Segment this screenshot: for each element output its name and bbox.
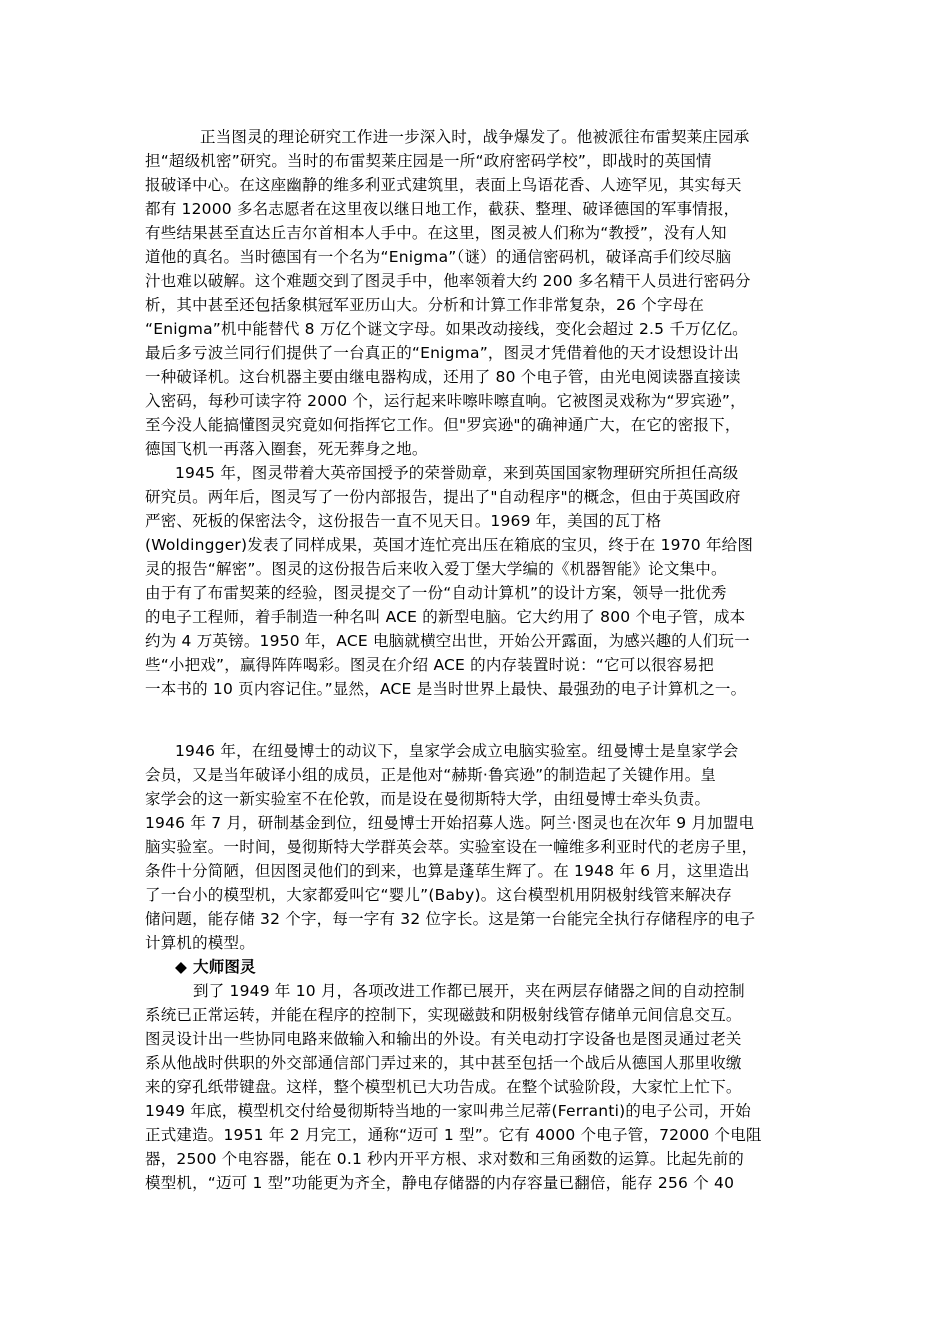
text-line: 计算机的模型。 xyxy=(145,934,255,952)
text-line: 一本书的 10 页内容记住。”显然，ACE 是当时世界上最快、最强劲的电子计算机之一。 xyxy=(145,680,747,698)
text-line: 些“小把戏”，赢得阵阵喝彩。图灵在介绍 ACE 的内存装置时说：“它可以很容易把 xyxy=(145,656,714,674)
text-line: 了一台小的模型机，大家都爱叫它“婴儿”(Baby)。这台模型机用阴极射线管来解决存 xyxy=(145,886,733,904)
text-line: 1945 年，图灵带着大英帝国授予的荣誉勋章，来到英国国家物理研究所担任高级 xyxy=(175,464,739,482)
text-line: 1946 年 7 月，研制基金到位，纽曼博士开始招募人选。阿兰·图灵也在次年 9 月加盟电 xyxy=(145,814,755,832)
text-line: 报破译中心。在这座幽静的维多利亚式建筑里，表面上鸟语花香、人迹罕见，其实每天 xyxy=(145,176,742,194)
text-line: 德国飞机一再落入圈套，死无葬身之地。 xyxy=(145,440,428,458)
text-line: 正当图灵的理论研究工作进一步深入时，战争爆发了。他被派往布雷契莱庄园承 xyxy=(200,128,750,146)
text-line: 汁也难以破解。这个难题交到了图灵手中，他率领着大约 200 多名精干人员进行密码分 xyxy=(145,272,751,290)
text-line: 脑实验室。一时间，曼彻斯特大学群英会萃。实验室设在一幢维多利亚时代的老房子里， xyxy=(145,838,758,856)
section-heading xyxy=(175,955,256,979)
text-line: 担“超级机密”研究。当时的布雷契莱庄园是一所“政府密码学校”，即战时的英国情 xyxy=(145,152,712,170)
text-line: 的电子工程师，着手制造一种名叫 ACE 的新型电脑。它大约用了 800 个电子管，成本 xyxy=(145,608,746,626)
text-line: 最后多亏波兰同行们提供了一台真正的“Enigma”，图灵才凭借着他的天才设想设计出 xyxy=(145,344,740,362)
text-line: 入密码，每秒可读字符 2000 个，运行起来咔嚓咔嚓直响。它被图灵戏称为“罗宾逊”， xyxy=(145,392,746,410)
section-heading-text: 大师图灵 xyxy=(193,958,256,976)
text-line: 严密、死板的保密法令，这份报告一直不见天日。1969 年，美国的瓦丁格 xyxy=(145,512,662,530)
text-line: 道他的真名。当时德国有一个名为“Enigma”（谜）的通信密码机，破译高手们绞尽脑 xyxy=(145,248,732,266)
text-line: 1949 年底，模型机交付给曼彻斯特当地的一家叫弗兰尼蒂(Ferranti)的电子公司，开始 xyxy=(145,1102,751,1120)
text-line: “Enigma”机中能替代 8 万亿个谜文字母。如果改动接线，变化会超过 2.5 千万亿亿。 xyxy=(145,320,748,338)
text-line: 至今没人能搞懂图灵究竟如何指挥它工作。但"罗宾逊"的确神通广大，在它的密报下， xyxy=(145,416,741,434)
text-line: 模型机，“迈可 1 型”功能更为齐全，静电存储器的内存容量已翻倍，能存 256 个 40 xyxy=(145,1174,735,1192)
text-line: 约为 4 万英镑。1950 年，ACE 电脑就横空出世，开始公开露面，为感兴趣的人们玩一 xyxy=(145,632,750,650)
text-line: 正式建造。1951 年 2 月完工，通称“迈可 1 型”。它有 4000 个电子管，72000 个电阻 xyxy=(145,1126,762,1144)
text-line: 来的穿孔纸带键盘。这样，整个模型机已大功告成。在整个试验阶段，大家忙上忙下。 xyxy=(145,1078,742,1096)
text-line: 会员，又是当年破译小组的成员，正是他对“赫斯·鲁宾逊”的制造起了关键作用。皇 xyxy=(145,766,717,784)
text-line: 器，2500 个电容器，能在 0.1 秒内开平方根、求对数和三角函数的运算。比起先前的 xyxy=(145,1150,744,1168)
text-line: 1946 年，在纽曼博士的动议下，皇家学会成立电脑实验室。纽曼博士是皇家学会 xyxy=(175,742,739,760)
text-line: 有些结果甚至直达丘吉尔首相本人手中。在这里，图灵被人们称为“教授”，没有人知 xyxy=(145,224,727,242)
diamond-bullet-icon: ◆ xyxy=(175,958,188,976)
text-line: 都有 12000 多名志愿者在这里夜以继日地工作，截获、整理、破译德国的军事情报， xyxy=(145,200,740,218)
text-line: 研究员。两年后，图灵写了一份内部报告，提出了"自动程序"的概念，但由于英国政府 xyxy=(145,488,741,506)
text-line: 储问题，能存储 32 个字，每一字有 32 位字长。这是第一台能完全执行存储程序的电子 xyxy=(145,910,756,928)
text-line: 系从他战时供职的外交部通信部门弄过来的，其中甚至包括一个战后从德国人那里收缴 xyxy=(145,1054,742,1072)
text-line: 一种破译机。这台机器主要由继电器构成，还用了 80 个电子管，由光电阅读器直接读 xyxy=(145,368,741,386)
text-line: 图灵设计出一些协同电路来做输入和输出的外设。有关电动打字设备也是图灵通过老关 xyxy=(145,1030,742,1048)
text-line: 到了 1949 年 10 月，各项改进工作都已展开，夹在两层存储器之间的自动控制 xyxy=(193,982,745,1000)
text-line: 家学会的这一新实验室不在伦敦，而是设在曼彻斯特大学，由纽曼博士牵头负责。 xyxy=(145,790,711,808)
text-line: 系统已正常运转，并能在程序的控制下，实现磁鼓和阴极射线管存储单元间信息交互。 xyxy=(145,1006,742,1024)
text-line: 条件十分简陋，但因图灵他们的到来，也算是蓬荜生辉了。在 1948 年 6 月，这里造出 xyxy=(145,862,750,880)
text-line: 由于有了布雷契莱的经验，图灵提交了一份“自动计算机”的设计方案，领导一批优秀 xyxy=(145,584,727,602)
text-line: (Woldingger)发表了同样成果，英国才连忙亮出压在箱底的宝贝，终于在 1970 年给图 xyxy=(145,536,754,554)
text-line: 灵的报告“解密”。图灵的这份报告后来收入爱丁堡大学编的《机器智能》论文集中。 xyxy=(145,560,727,578)
text-line: 析，其中甚至还包括象棋冠军亚历山大。分析和计算工作非常复杂，26 个字母在 xyxy=(145,296,705,314)
